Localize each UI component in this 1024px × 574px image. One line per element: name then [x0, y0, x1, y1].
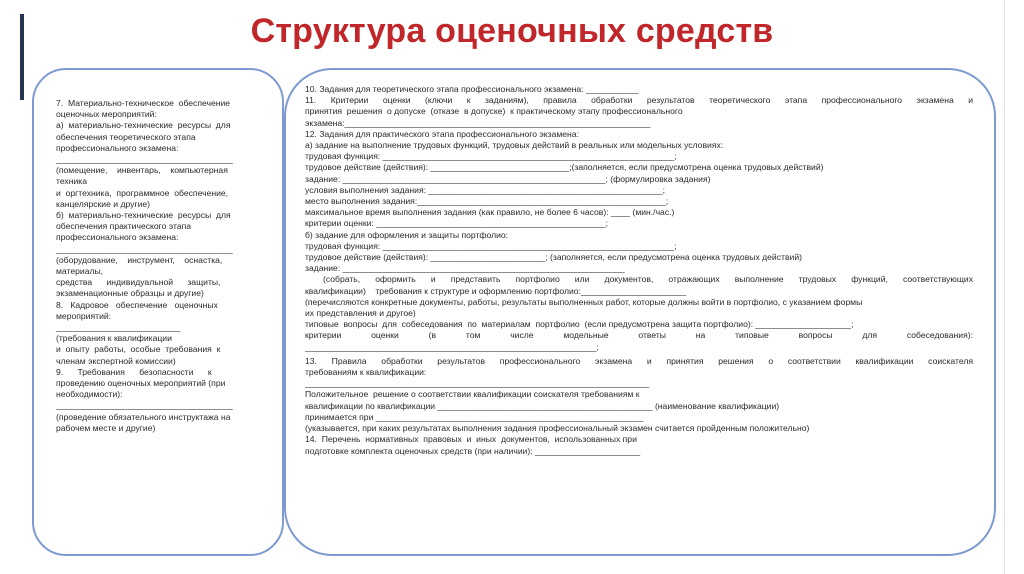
- text-line: максимальное время выполнения задания (как правило, не более 6 часов): ____ (мин./час.): [305, 207, 675, 218]
- text-line: (помещение, инвентарь, компьютерная: [56, 165, 228, 176]
- text-line: трудовое действие (действия): ________________________; (заполняется, если предусмотрена оценка трудовых действий): [305, 252, 802, 263]
- text-line: б) материально-технические ресурсы для: [56, 210, 231, 221]
- divider-line: [1004, 0, 1005, 574]
- text-line: квалификации) требования к структуре и оформлению портфолио:______________________: [305, 285, 687, 296]
- text-line: типовые вопросы для собеседования по материалам портфолио (если предусмотрена защита портфолио): ____________________;: [305, 319, 854, 330]
- text-line: 10. Задания для теоретического этапа профессионального экзамена: ___________: [305, 84, 639, 94]
- text-line: средства индивидуальной защиты,: [56, 277, 221, 288]
- text-line: 7. Материально-техническое обеспечение: [56, 98, 231, 108]
- text-line: __________________________: [56, 322, 181, 333]
- text-line: экзамена:________________________________________________________________: [305, 117, 651, 128]
- text-line: и опыту работы, особые требования к: [56, 344, 221, 355]
- text-line: задание: _______________________________________________________; (формулировка задания): [305, 173, 711, 184]
- text-line: техника: [56, 176, 88, 187]
- text-line: (проведение обязательного инструктажа на: [56, 411, 231, 422]
- text-line: б) задание для оформления и защиты портфолио:: [305, 229, 509, 240]
- text-line: трудовая функция: _____________________________________________________________;: [305, 240, 677, 251]
- text-line: _____________________________________: [56, 243, 233, 254]
- text-line: обеспечения теоретического этапа: [56, 131, 196, 142]
- text-line: канцелярские и другие): [56, 198, 151, 209]
- text-line: (перечисляются конкретные документы, работы, результаты выполненных работ, которые должны войти в портфолио, с указанием формы: [305, 296, 863, 307]
- text-line: ________________________________________________________________________: [305, 378, 650, 389]
- text-line: _____________________________________: [56, 400, 233, 411]
- text-line: рабочем месте и другие): [56, 422, 156, 433]
- text-line: требованиям к квалификации:: [305, 367, 427, 378]
- text-line: и оргтехника, программное обеспечение,: [56, 187, 229, 198]
- text-line: _____________________________________: [56, 154, 233, 165]
- text-line: (оборудование, инструмент, оснастка,: [56, 254, 223, 265]
- text-line: экзаменационные образцы и другие): [56, 288, 204, 299]
- text-line: Положительное решение о соответствии квалификации соискателя требованиям к: [305, 389, 640, 400]
- text-line: профессионального экзамена:: [56, 232, 179, 243]
- text-line: мероприятий:: [56, 310, 112, 321]
- text-line: _____________________________________________________________;: [305, 341, 599, 352]
- text-line: обеспечения практического этапа: [56, 221, 192, 232]
- text-line: профессионального экзамена:: [56, 142, 179, 153]
- text-line: членам экспертной комиссии): [56, 355, 176, 366]
- text-line: необходимости):: [56, 389, 123, 400]
- text-line: а) материально-технические ресурсы для: [56, 120, 231, 131]
- text-line: оценочных мероприятий:: [56, 109, 157, 120]
- text-line: 13. Правила обработки результатов профессионального экзамена и принятия решения о соответствии квалификации соискателя: [305, 355, 973, 366]
- text-line: подготовке комплекта оценочных средств (при наличии): ______________________: [305, 445, 641, 456]
- text-line: 8. Кадровое обеспечение оценочных: [56, 299, 218, 310]
- text-line: трудовая функция: _____________________________________________________________;: [305, 151, 677, 162]
- text-line: критерии оценки: ________________________________________________;: [305, 218, 608, 229]
- text-line: 9. Требования безопасности к: [56, 366, 212, 377]
- text-line: место выполнения задания:____________________________________________________;: [305, 196, 669, 207]
- text-line: (собрать, оформить и представить портфолио или документов, отражающих выполнение трудовых функций, соответствующих: [323, 274, 973, 285]
- left-panel-text: [56, 98, 268, 434]
- text-line: трудовое действие (действия): _____________________________;(заполняется, если предусмотрена оценка трудовых действий): [305, 162, 824, 173]
- text-line: (указывается, при каких результатах выполнения задания профессиональный экзамен считается пройденным положительно): [305, 423, 810, 434]
- text-line: принятия решения о допуске (отказе в допуске) к практическому этапу профессионального: [305, 106, 683, 117]
- text-line: принимается при ________________________________________________________: [305, 411, 644, 422]
- text-line: задание: ___________________________________________________________: [305, 263, 625, 274]
- text-line: их представления и другое): [305, 308, 416, 319]
- text-line: материалы,: [56, 266, 104, 277]
- text-line: (требования к квалификации: [56, 333, 172, 344]
- text-line: условия выполнения задания: _________________________________________________;: [305, 184, 665, 195]
- text-line: 12. Задания для практического этапа профессионального экзамена:: [305, 128, 579, 139]
- text-line: проведению оценочных мероприятий (при: [56, 378, 226, 389]
- text-line: квалификации по квалификации _____________________________________________ (наименование квалификации): [305, 400, 780, 411]
- text-line: а) задание на выполнение трудовых функций, трудовых действий в реальных или модельных условиях:: [305, 140, 724, 151]
- text-line: 14. Перечень нормативных правовых и иных документов, использованных при: [305, 434, 637, 445]
- text-line: критерии оценки (в том числе модельные ответы на типовые вопросы для собеседования):: [305, 330, 973, 341]
- right-panel-text: [305, 84, 973, 457]
- slide-title: Структура оценочных средств: [250, 12, 774, 50]
- text-line: 11. Критерии оценки (ключи к заданиям), правила обработки результатов теоретического этапа профессионального экзамена и: [305, 95, 973, 106]
